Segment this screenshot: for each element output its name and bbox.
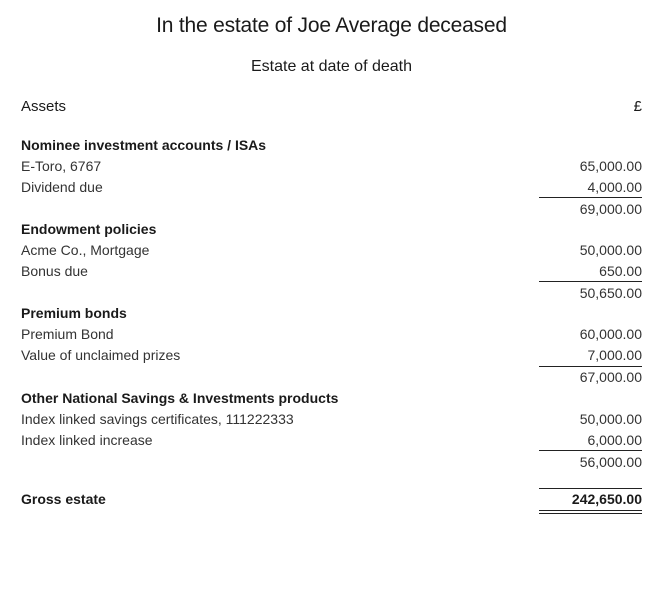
item-value: 65,000.00	[579, 158, 642, 174]
page-subtitle: Estate at date of death	[250, 58, 412, 75]
item-label: Dividend due	[21, 179, 103, 195]
section-heading: Premium bonds	[21, 305, 127, 321]
item-label: Index linked savings certificates, 111222333	[21, 411, 294, 427]
item-label: Premium Bond	[21, 326, 114, 342]
subtotal-value: 56,000.00	[579, 454, 642, 470]
item-value: 7,000.00	[587, 347, 642, 363]
subtotal-rule	[539, 197, 642, 198]
section-heading: Other National Savings & Investments products	[21, 390, 339, 406]
gross-total-rule	[539, 488, 642, 489]
item-label: E-Toro, 6767	[21, 158, 102, 174]
item-label: Value of unclaimed prizes	[21, 347, 181, 363]
item-value: 50,000.00	[579, 411, 642, 427]
assets-heading: Assets	[21, 98, 67, 115]
item-value: 50,000.00	[579, 242, 642, 258]
section-heading: Nominee investment accounts / ISAs	[21, 137, 267, 153]
gross-estate-label: Gross estate	[21, 491, 106, 507]
subtotal-rule	[539, 450, 642, 451]
subtotal-value: 69,000.00	[579, 201, 642, 217]
gross-total-double-rule	[539, 510, 642, 514]
item-label: Acme Co., Mortgage	[21, 242, 150, 258]
currency-symbol: £	[633, 98, 642, 115]
subtotal-rule	[539, 281, 642, 282]
gross-estate-value: 242,650.00	[571, 491, 642, 507]
item-value: 6,000.00	[587, 432, 642, 448]
subtotal-value: 67,000.00	[579, 369, 642, 385]
page-title: In the estate of Joe Average deceased	[156, 14, 507, 37]
item-label: Bonus due	[21, 263, 88, 279]
item-value: 650.00	[599, 263, 642, 279]
item-value: 4,000.00	[587, 179, 642, 195]
subtotal-value: 50,650.00	[579, 285, 642, 301]
subtotal-rule	[539, 366, 642, 367]
section-heading: Endowment policies	[21, 221, 157, 237]
item-value: 60,000.00	[579, 326, 642, 342]
item-label: Index linked increase	[21, 432, 153, 448]
